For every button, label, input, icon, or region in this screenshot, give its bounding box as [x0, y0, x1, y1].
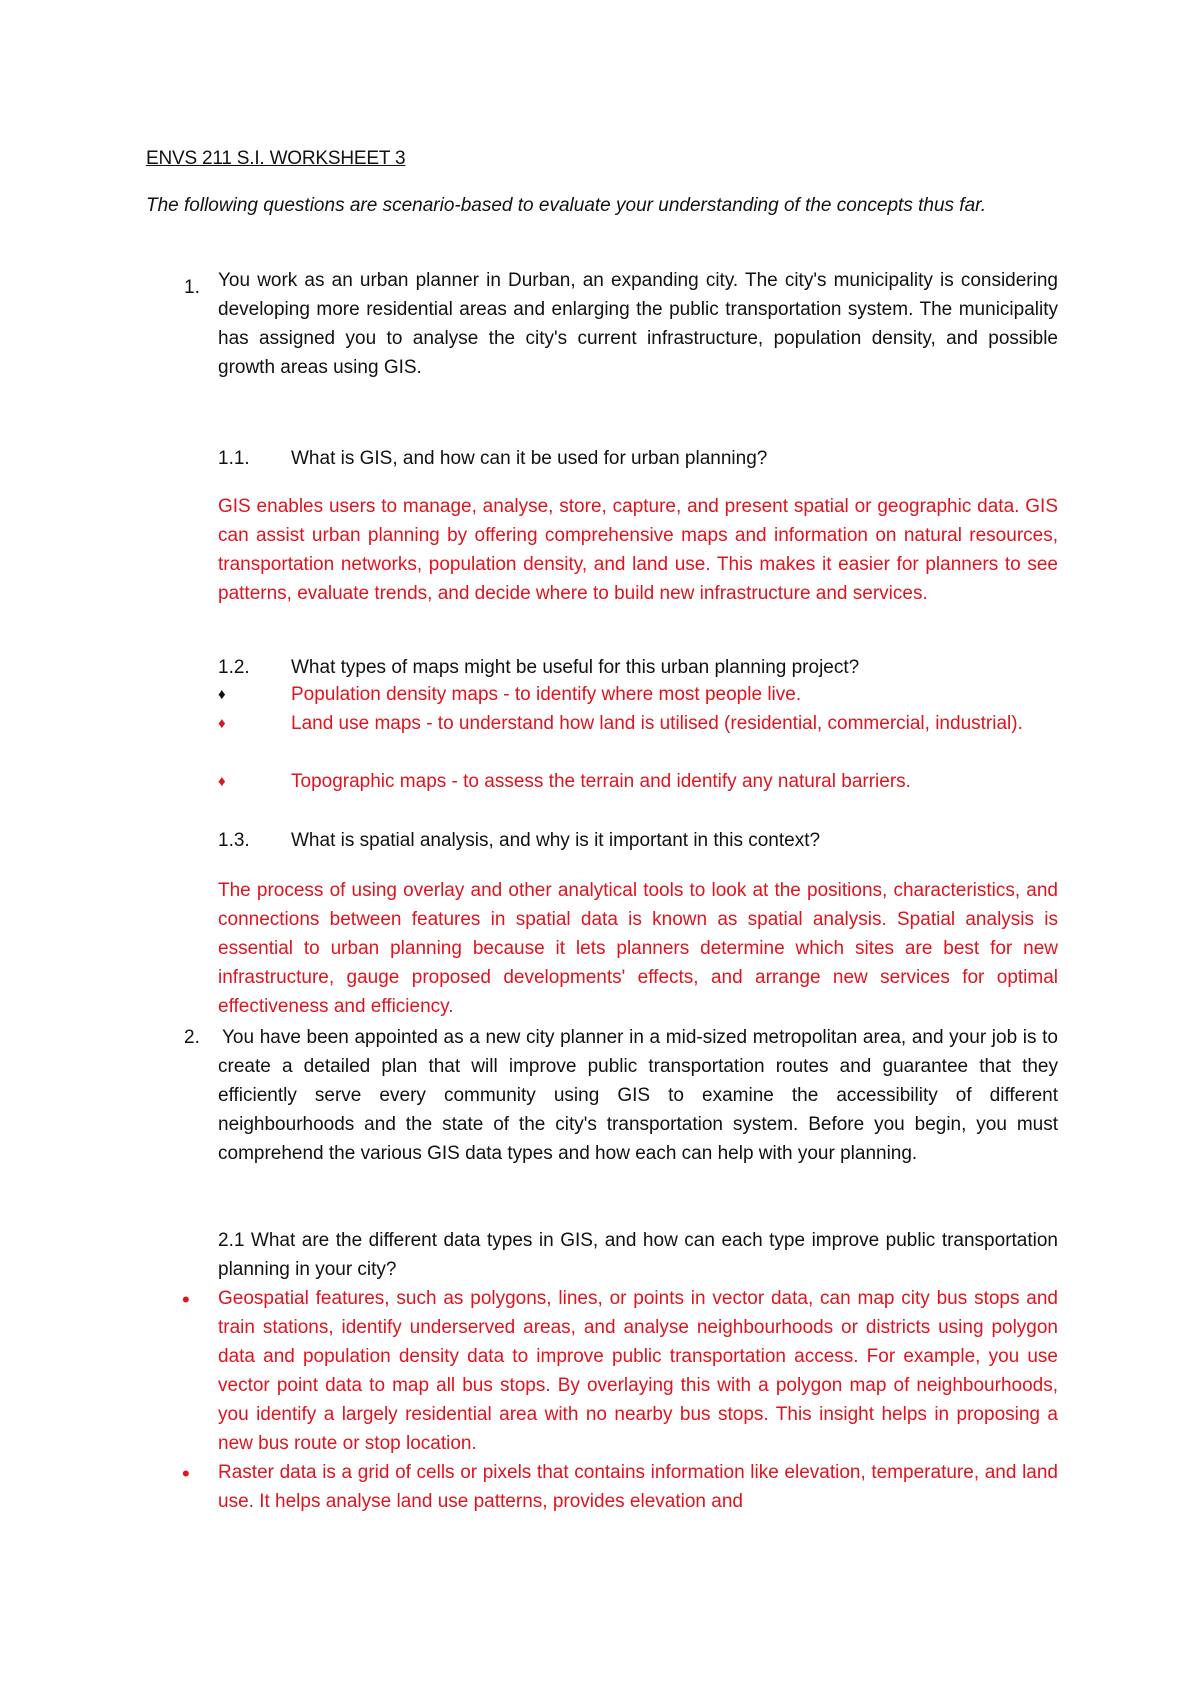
q1-2-bullet: [218, 680, 1058, 709]
worksheet-title: ENVS 211 S.I. WORKSHEET 3: [146, 148, 406, 169]
q1-2-number: 1.2.: [218, 657, 250, 678]
bullet-dot-icon: •: [182, 1287, 190, 1312]
q1-2-bullet: [218, 709, 1058, 767]
intro-text: The following questions are scenario-based to evaluate your understanding of the concepts thus far.: [146, 195, 987, 216]
q1-2-bullet-text: Topographic maps - to assess the terrain and identify any natural barriers.: [291, 771, 911, 792]
q1-1-answer: GIS enables users to manage, analyse, store, capture, and present spatial or geographic data. GIS can assist urban planning by offering comprehensive maps and information on natural resources, transportation networks, population density, and land use. This makes it easier for planners to see patterns, evaluate trends, and decide where to build new infrastructure and services.: [218, 496, 1058, 604]
q1-2-bullet-text: Population density maps - to identify where most people live.: [291, 684, 802, 705]
q2-1-question-text: 2.1 What are the different data types in GIS, and how can each type improve public transportation planning in your city?: [218, 1230, 1058, 1280]
q1-1-question: What is GIS, and how can it be used for urban planning?: [291, 448, 768, 469]
q1-3-question: What is spatial analysis, and why is it important in this context?: [291, 830, 821, 851]
q1-2-bullet: [218, 767, 1058, 796]
q1-2-bullet-text: Land use maps - to understand how land is utilised (residential, commercial, industrial).: [291, 713, 1023, 734]
q1-1-number: 1.1.: [218, 448, 250, 469]
q1-number: 1.: [184, 277, 200, 298]
q1-text: You work as an urban planner in Durban, an expanding city. The city's municipality is considering developing more residential areas and enlarging the public transportation system. The municipality has assigned you to analyse the city's current infrastructure, population density, and possible growth areas using GIS.: [218, 270, 1058, 378]
q2-1-answer: Raster data is a grid of cells or pixels that contains information like elevation, temperature, and land use. It helps analyse land use patterns, provides elevation and: [218, 1462, 1058, 1512]
q2-1-answer: Geospatial features, such as polygons, lines, or points in vector data, can map city bus stops and train stations, identify underserved areas, and analyse neighbourhoods or districts using polygon data and population density data to improve public transportation access. For example, you use vector point data to map all bus stops. By overlaying this with a polygon map of neighbourhoods, you identify a largely residential area with no nearby bus stops. This insight helps in proposing a new bus route or stop location.: [218, 1288, 1058, 1454]
diamond-bullet-icon: ♦: [218, 715, 226, 732]
diamond-bullet-icon: ♦: [218, 773, 226, 790]
q2-number: 2.: [184, 1027, 200, 1048]
q1-3-number: 1.3.: [218, 830, 250, 851]
diamond-bullet-icon: ♦: [218, 686, 226, 703]
q2-1-question: [218, 1226, 1058, 1284]
q1-3-answer: The process of using overlay and other analytical tools to look at the positions, characteristics, and connections between features in spatial data is known as spatial analysis. Spatial analysis is essential to urban planning because it lets planners determine which sites are best for new infrastructure, gauge proposed developments' effects, and arrange new services for optimal effectiveness and efficiency.: [218, 880, 1058, 1017]
q2-text: You have been appointed as a new city planner in a mid-sized metropolitan area, and your job is to create a detailed plan that will improve public transportation routes and guarantee that they efficiently serve every community using GIS to examine the accessibility of different neighbourhoods and the state of the city's transportation system. Before you begin, you must comprehend the various GIS data types and how each can help with your planning.: [218, 1027, 1058, 1164]
q1-2-question: What types of maps might be useful for this urban planning project?: [291, 657, 860, 678]
bullet-dot-icon: •: [182, 1461, 190, 1486]
